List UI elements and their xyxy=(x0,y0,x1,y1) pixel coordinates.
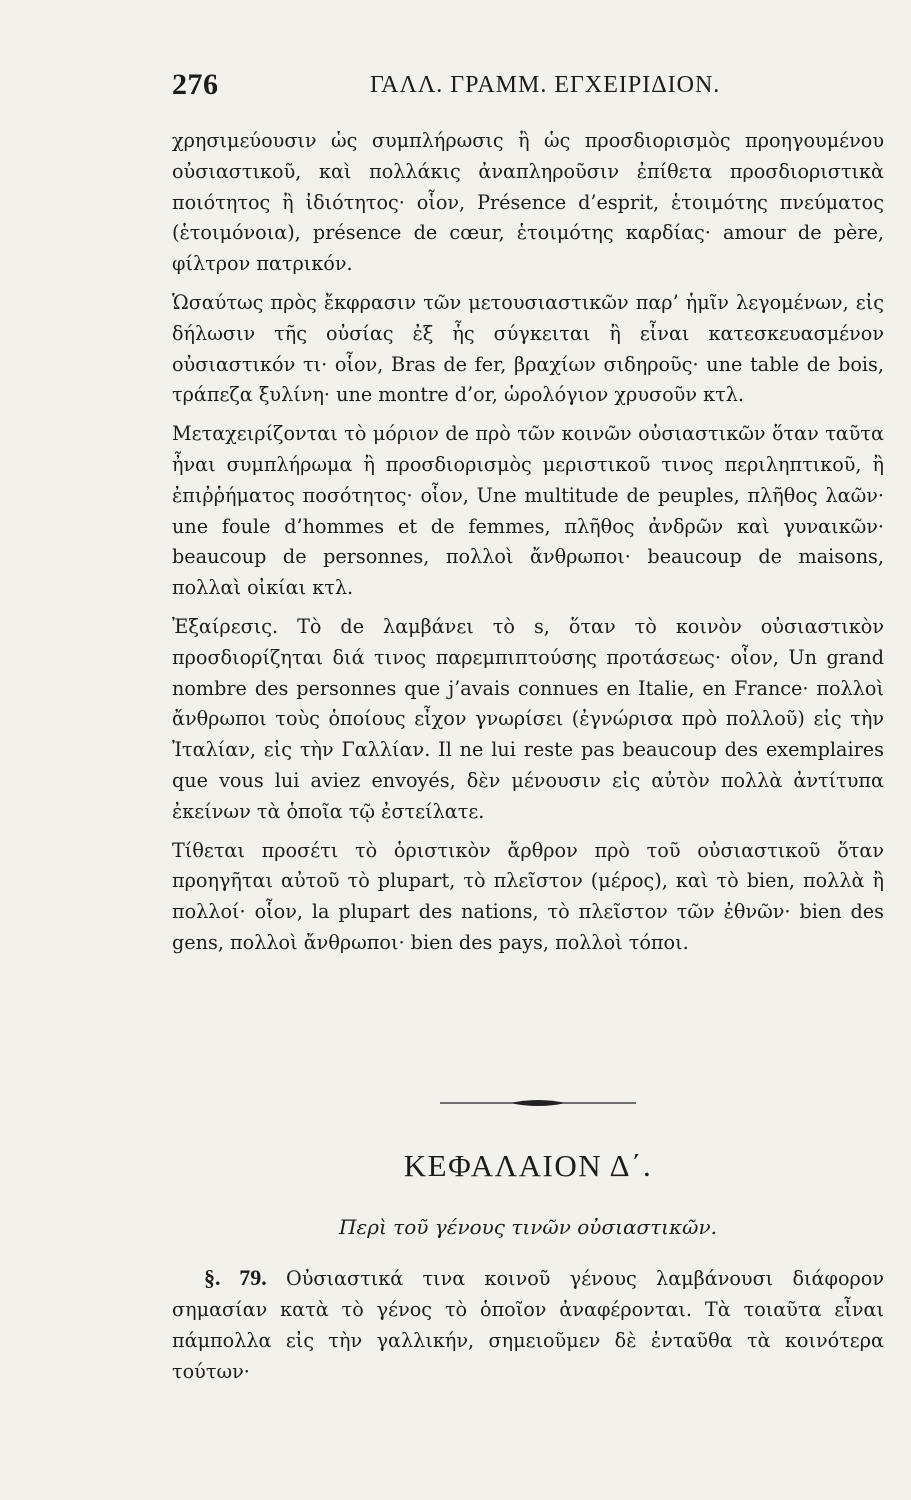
chapter-title: ΚΕΦΑΛΑΙΟΝ Δ΄. xyxy=(403,1148,653,1183)
paragraph: Μεταχειρίζονται τὸ μόριον de πρὸ τῶν κοινῶν οὐσιαστικῶν ὅταν ταῦτα ἦναι συμπλήρωμα ἢ προσδιορισμὸς μεριστικοῦ τινος περιληπτικοῦ, ἢ ἐπιῤῥήματος ποσότητος· οἷον, Une multitude de peuples, πλῆθος λαῶν· une foule d’hommes et de femmes, πλῆθος ἀνδρῶν καὶ γυναικῶν· beaucoup de personnes, πολλοὶ ἄνθρωποι· beaucoup de maisons, πολλαὶ οἰκίαι κτλ. xyxy=(172,422,884,600)
running-title: ΓΑΛΛ. ΓΡΑΜΜ. ΕΓΧΕΙΡΙΔΙΟΝ. xyxy=(370,72,721,98)
section-mark: §. 79. xyxy=(204,1265,267,1290)
chapter-subtitle: Περὶ τοῦ γένους τινῶν οὐσιαστικῶν. xyxy=(339,1215,717,1239)
ornamental-separator xyxy=(440,1097,636,1109)
section-body: Οὐσιαστικά τινα κοινοῦ γένους λαμβάνουσι διάφορον σημασίαν κατὰ τὸ γένος τὸ ὁποῖον ἀναφέρονται. Τὰ τοιαῦτα εἶναι πάμπολλα εἰς τὴν γαλλικήν, σημειοῦμεν δὲ ἐνταῦθα τὰ κοινότερα τούτων· xyxy=(172,1267,884,1383)
paragraph: Τίθεται προσέτι τὸ ὁριστικὸν ἄρθρον πρὸ τοῦ οὐσιαστικοῦ ὅταν προηγῆται αὐτοῦ τὸ plupart, τὸ πλεῖστον (μέρος), καὶ τὸ bien, πολλὰ ἢ πολλοί· οἷον, la plupart des nations, τὸ πλεῖστον τῶν ἐθνῶν· bien des gens, πολλοὶ ἄνθρωποι· bien des pays, πολλοὶ τόποι. xyxy=(172,838,884,954)
body-text xyxy=(172,126,884,959)
paragraph: χρησιμεύουσιν ὡς συμπλήρωσις ἢ ὡς προσδιορισμὸς προηγουμένου οὐσιαστικοῦ, καὶ πολλάκις ἀναπληροῦσιν ἐπίθετα προσδιοριστικὰ ποιότητος ἢ ἰδιότητος· οἷον, Présence d’esprit, ἑτοιμότης πνεύματος (ἑτοιμόνοια), présence de cœur, ἑτοιμότης καρδίας· amour de père, φίλτρον πατρικόν. xyxy=(172,129,884,276)
paragraph: Ἐξαίρεσις. Τὸ de λαμβάνει τὸ s, ὅταν τὸ κοινὸν οὐσιαστικὸν προσδιορίζηται διά τινος παρεμπιπτούσης προτάσεως· οἷον, Un grand nombre des personnes que j’avais connues en Italie, en France· πολλοὶ ἄνθρωποι τοὺς ὁποίους εἶχον γνωρίσει (ἐγνώρισα πρὸ πολλοῦ) εἰς τὴν Ἰταλίαν, εἰς τὴν Γαλλίαν. Il ne lui reste pas beaucoup des exemplaires que vous lui aviez envoyés, δὲν μένουσιν εἰς αὐτὸν πολλὰ ἀντίτυπα ἐκείνων τὰ ὁποῖα τῷ ἐστείλατε. xyxy=(172,614,884,823)
running-head xyxy=(172,66,887,106)
section-paragraph xyxy=(172,1262,884,1387)
page-number: 276 xyxy=(172,68,219,101)
paragraph: Ὡσαύτως πρὸς ἔκφρασιν τῶν μετουσιαστικῶν παρ’ ἡμῖν λεγομένων, εἰς δήλωσιν τῆς οὐσίας ἐξ ἧς σύγκειται ἢ εἶναι κατεσκευασμένον οὐσιαστικόν τι· οἷον, Bras de fer, βραχίων σιδηροῦς· une table de bois, τράπεζα ξυλίνη· une montre d’or, ὡρολόγιον χρυσοῦν κτλ. xyxy=(172,290,884,407)
section-text xyxy=(172,1262,884,1387)
